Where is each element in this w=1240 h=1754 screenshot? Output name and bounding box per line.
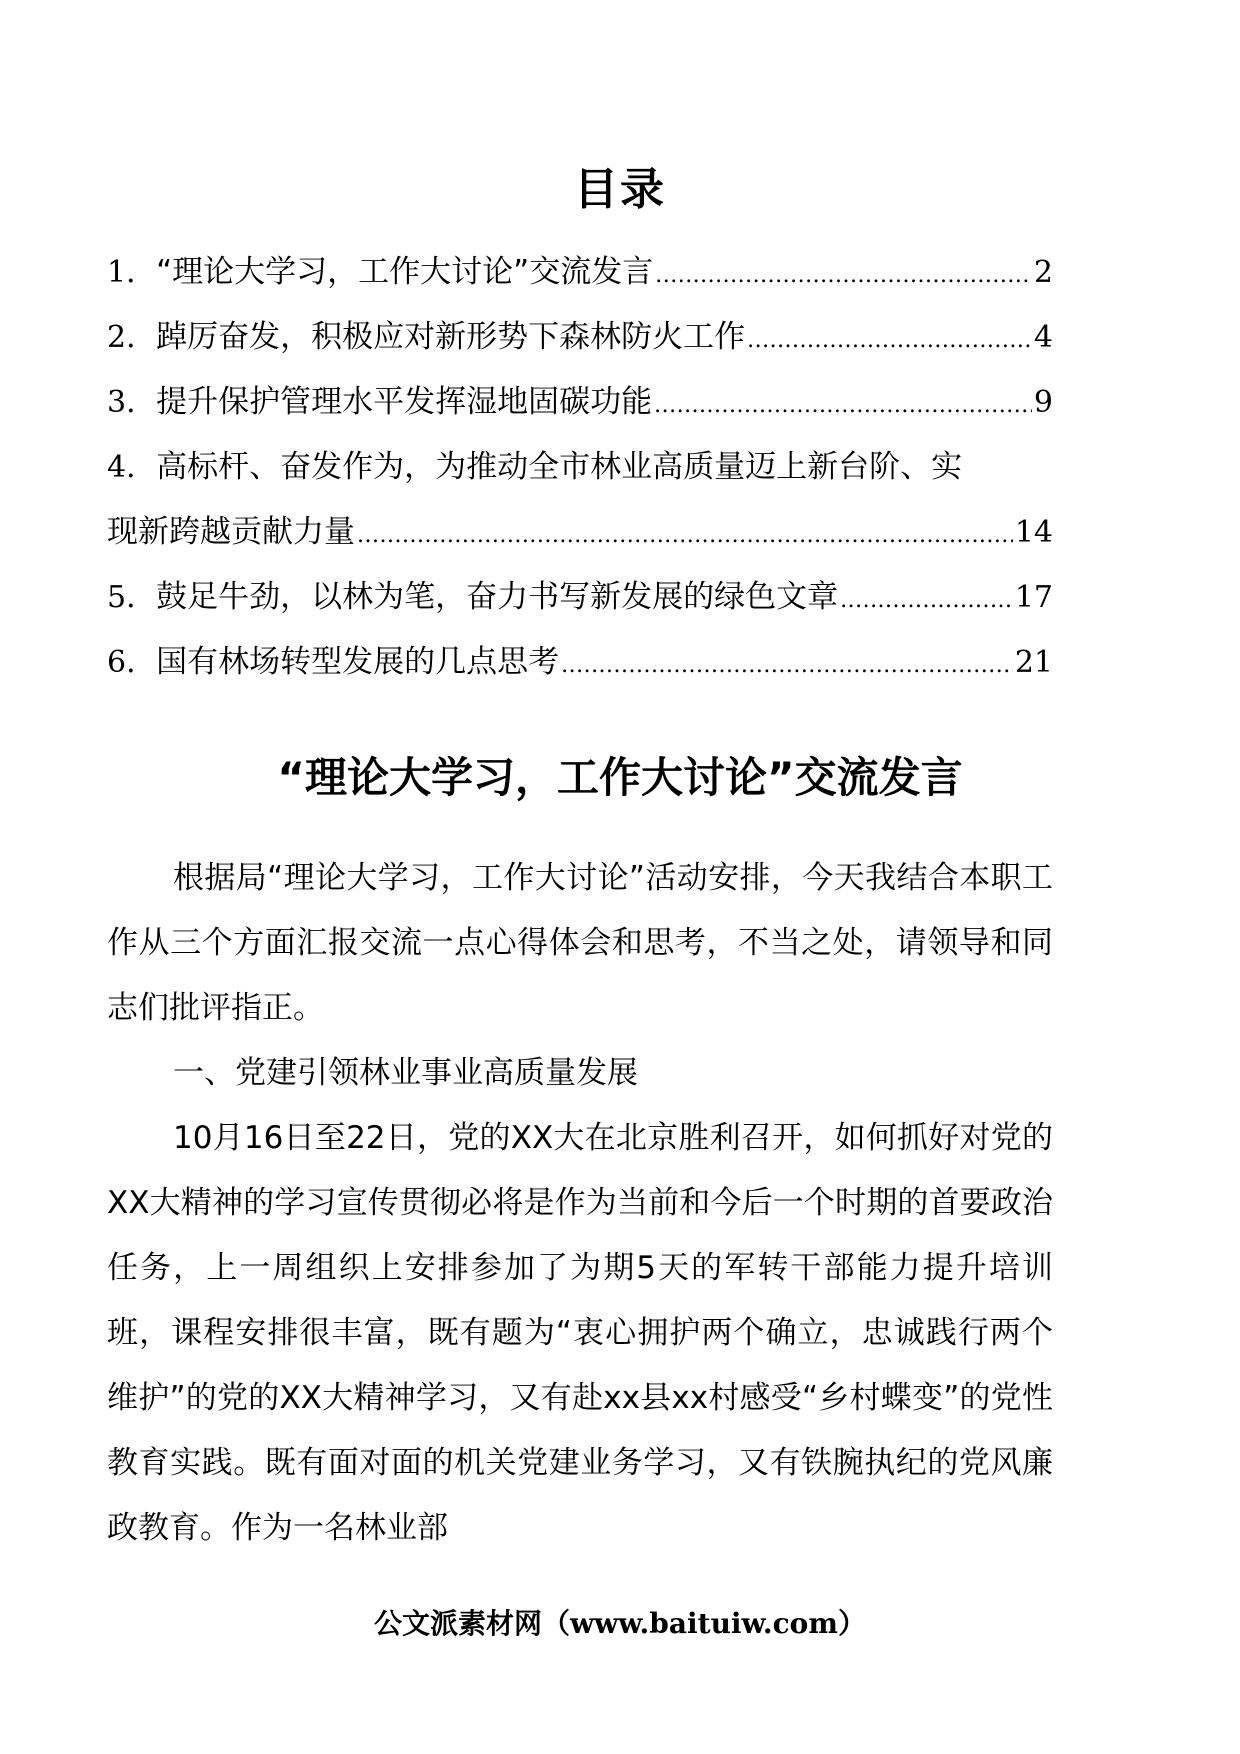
toc-item-text: “理论大学习，工作大讨论”交流发言 [156,254,654,290]
toc-item-page: 17 [1014,580,1053,615]
toc-item-3[interactable] [107,370,1053,435]
section-heading: 一、党建引领林业事业高质量发展 [173,1055,638,1091]
toc-item-5[interactable] [107,565,1053,630]
toc-item-number: 2． [107,320,157,355]
article-title: “理论大学习，工作大讨论”交流发言 [277,753,963,802]
toc-leader-dots [357,503,1013,568]
toc-item-4[interactable] [107,435,1053,500]
toc-item-number: 5． [107,580,157,615]
toc-item-number: 3． [107,385,157,420]
toc-title: 目录 [574,164,666,215]
toc-item-text: 踔厉奋发，积极应对新形势下森林防火工作 [156,319,746,355]
toc-item-page: 9 [1033,385,1053,420]
footer-watermark: 公文派素材网（www.baituiw.com） [374,1607,866,1640]
toc-item-text: 鼓足牛劲，以林为笔，奋力书写新发展的绿色文章 [156,579,839,615]
toc-item-number: 4． [107,450,157,485]
toc-item-6[interactable] [107,630,1053,695]
toc-item-4-continued[interactable] [107,500,1053,565]
article-body [107,846,1053,1561]
toc-item-text: 高标杆、奋发作为，为推动全市林业高质量迈上新台阶、实 [156,449,963,485]
table-of-contents [107,240,1053,695]
toc-item-2[interactable] [107,305,1053,370]
toc-item-page: 14 [1014,515,1053,550]
toc-item-text: 提升保护管理水平发挥湿地固碳功能 [156,384,653,420]
toc-item-text: 国有林场转型发展的几点思考 [156,644,560,680]
toc-leader-dots [654,373,1032,438]
toc-item-text-continued: 现新跨越贡献力量 [107,514,355,550]
toc-item-page: 2 [1033,255,1053,290]
toc-item-number: 1． [107,255,157,290]
toc-item-number: 6． [107,645,157,680]
toc-item-page: 4 [1033,320,1053,355]
toc-leader-dots [655,243,1032,308]
paragraph-intro: 根据局“理论大学习，工作大讨论”活动安排，今天我结合本职工作从三个方面汇报交流一点心得体会和思考，不当之处，请领导和同志们批评指正。 [107,860,1053,1026]
toc-leader-dots [561,633,1013,698]
toc-leader-dots [747,308,1032,373]
toc-leader-dots [840,568,1013,633]
toc-item-1[interactable] [107,240,1053,305]
paragraph-body: 10月16日至22日，党的XX大在北京胜利召开，如何抓好对党的XX大精神的学习宣传贯彻必将是作为当前和今后一个时期的首要政治任务，上一周组织上安排参加了为期5天的军转干部能力提升培训班，课程安排很丰富，既有题为“衷心拥护两个确立，忠诚践行两个维护”的党的XX大精神学习，又有赴xx县xx村感受“乡村蝶变”的党性教育实践。既有面对面的机关党建业务学习，又有铁腕执纪的党风廉政教育。作为一名林业部 [107,1120,1053,1546]
toc-item-page: 21 [1014,645,1053,680]
